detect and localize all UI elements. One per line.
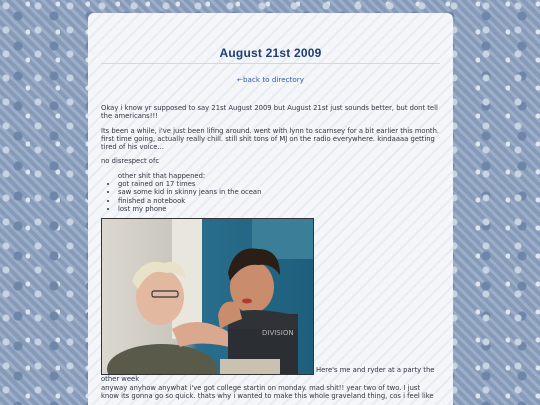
back-to-directory-link[interactable]: ←back to directory [236,75,305,84]
post-card [88,13,453,405]
paragraph-intro: Okay i know yr supposed to say 21st August 2009 but August 21st just sounds better, but dont tell the americans!!! [101,104,438,121]
photo-caption-continued: other week [101,375,140,384]
party-photo [101,218,314,375]
title-divider [101,63,440,64]
list-item: • finished a notebook [118,197,440,205]
list-item: • got rained on 17 times [118,180,440,188]
post-body [101,104,440,405]
list-item: • saw some kid in skinny jeans in the ocean [118,188,440,196]
post-title: August 21st 2009 [219,46,322,60]
paragraph-update: Its been a while, i've just been lifing around. went with lynn to scarnsey for a bit earlier this month. first time going, actually really chill. still shit tons of MJ on the radio everywhere. kindaaaa getting tired of his voice... [101,126,440,152]
svg-text:DIVISION: DIVISION [262,329,294,338]
paragraph-college: anyway anyhow anywhat i've got college startin on monday. mad shit!! year two of two. I just know its gonna go so quick. thats why i wanted to make this whole graveland thing, cos i feel like [101,383,434,400]
party-photo-illustration [102,219,313,374]
photo-block [101,218,440,375]
list-title: other shit that happened: [118,171,206,180]
happenings-list [101,180,440,213]
paragraph-aside: no disrespect ofc [101,157,160,166]
photo-caption: Here's me and ryder at a party the [316,366,435,375]
list-item: • lost my phone [118,205,440,213]
